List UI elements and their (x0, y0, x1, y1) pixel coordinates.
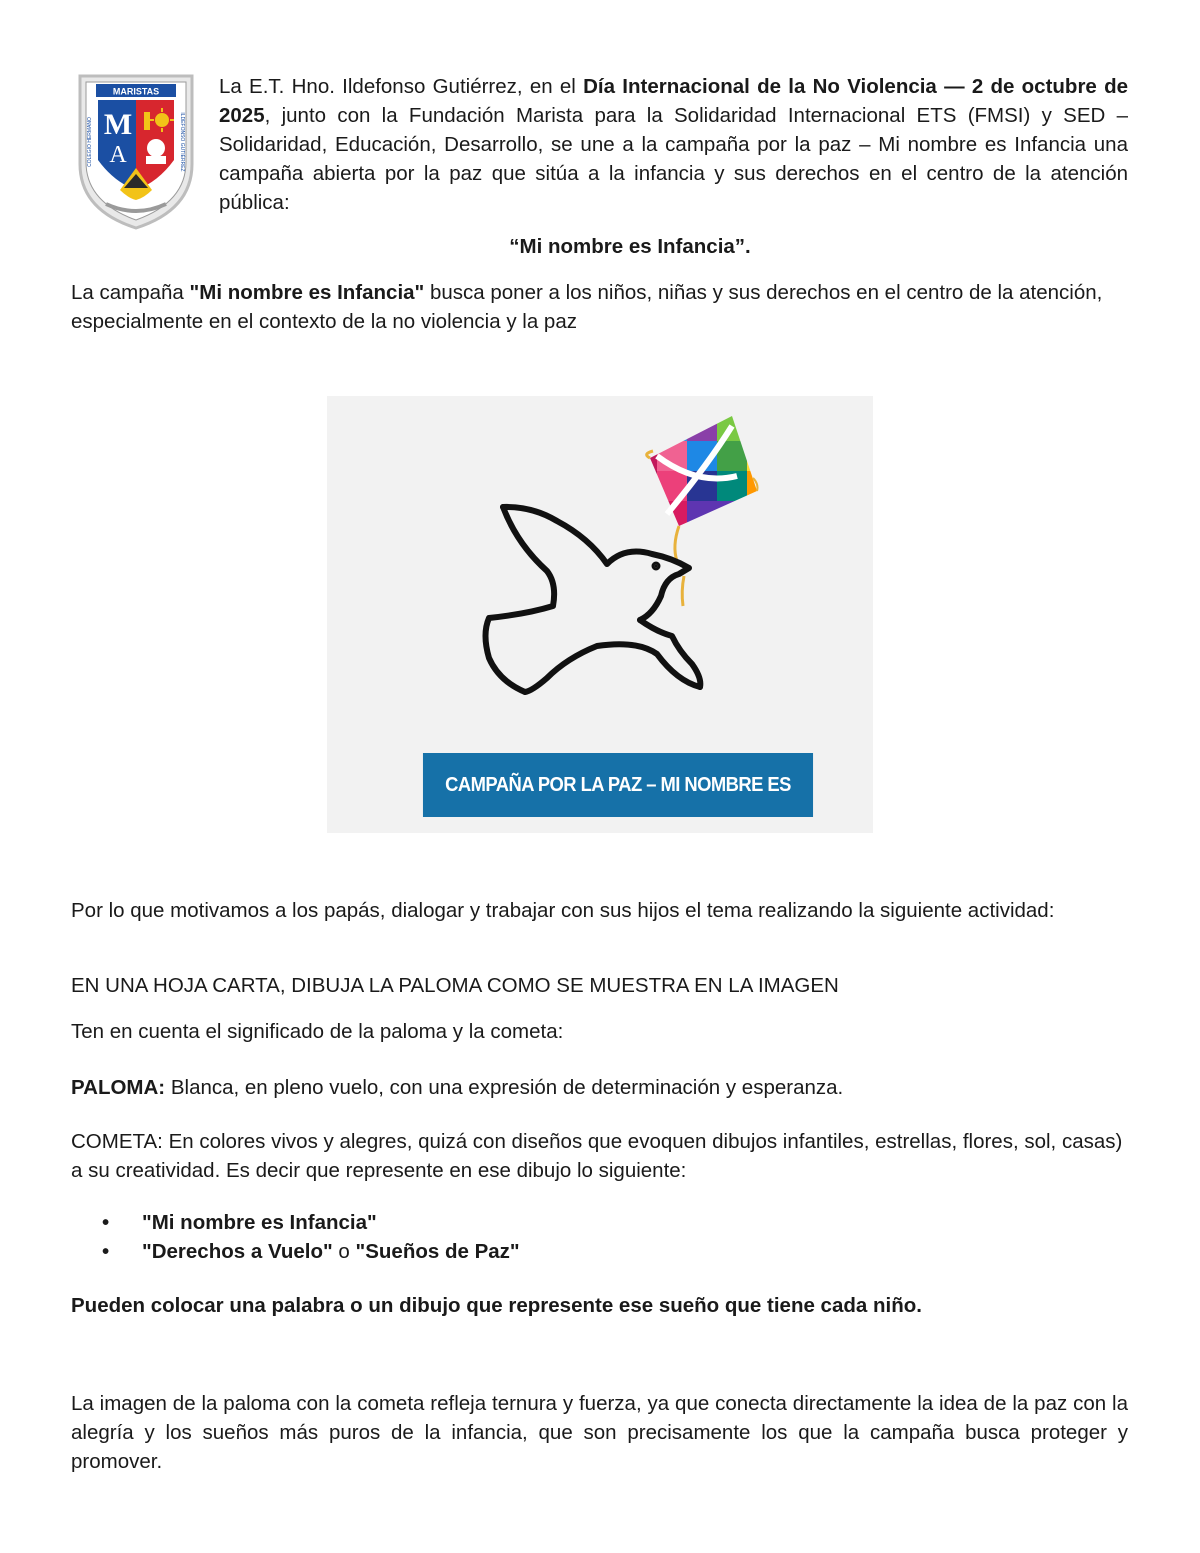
intro-text-2: , junto con la Fundación Marista para la Solidaridad Internacional ETS (FMSI) y SED – Solidaridad, Educación, Desarrollo, se une a la campaña por la paz – Mi nombre es Infancia una campaña abierta por la paz que sitúa a la infancia y sus derechos en el centro de la atención pública: (219, 104, 1128, 214)
list-item (100, 1208, 1100, 1237)
bullet-icon: • (102, 1240, 110, 1263)
intro-paragraph (219, 72, 1128, 217)
p1-text-1: La campaña (71, 281, 190, 304)
crest-top-text: MARISTAS (112, 86, 160, 97)
campaign-description (71, 278, 1128, 336)
list-item (100, 1237, 1100, 1266)
svg-text:A: A (109, 142, 127, 168)
campaign-banner: CAMPAÑA POR LA PAZ – MI NOMBRE ES INFANCIA (423, 753, 813, 817)
bullet-2-text-b: "Sueños de Paz" (355, 1240, 520, 1263)
bullet-list (100, 1208, 1100, 1266)
activity-instruction: EN UNA HOJA CARTA, DIBUJA LA PALOMA COMO SE MUESTRA EN LA IMAGEN (71, 974, 839, 997)
activity-intro: Por lo que motivamos a los papás, dialogar y trabajar con sus hijos el tema realizando la siguiente actividad: (71, 899, 1055, 922)
crest-right-text: ILDEFONSO GUTIÉRREZ (179, 112, 185, 172)
dove-icon (486, 507, 701, 692)
closing-paragraph: La imagen de la paloma con la cometa refleja ternura y fuerza, ya que conecta directamente la idea de la paz con la alegría y los sueños más puros de la infancia, que son precisamente los que la campaña busca proteger y promover. (71, 1392, 1128, 1473)
bullet-icon: • (102, 1211, 110, 1234)
closing-instruction: Pueden colocar una palabra o un dibujo que represente ese sueño que tiene cada niño. (71, 1294, 922, 1317)
intro-event-bold: Día Internacional de la No Violencia — 2 de octubre de 2025 (219, 75, 1128, 127)
p1-campaign-name: "Mi nombre es Infancia" (189, 281, 425, 304)
campaign-poster-image (327, 396, 873, 860)
kite-icon (627, 411, 767, 531)
meaning-heading: Ten en cuenta el significado de la paloma y la cometa: (71, 1020, 564, 1043)
bullet-2-or: o (332, 1240, 356, 1263)
intro-text-1: La E.T. Hno. Ildefonso Gutiérrez, en el (219, 75, 584, 98)
campaign-title: “Mi nombre es Infancia”. (509, 235, 751, 258)
paloma-label: PALOMA: (71, 1076, 166, 1099)
crest-left-text: COLEGIO HERMANO (87, 117, 93, 167)
svg-text:M: M (103, 108, 133, 141)
paloma-description (71, 1073, 1128, 1102)
kite-string (675, 526, 679, 561)
paloma-text: Blanca, en pleno vuelo, con una expresión de determinación y esperanza. (165, 1076, 844, 1099)
p1-text-2: busca poner a los niños, niñas y sus derechos en el centro de la atención, especialmente en el contexto de la no violencia y la paz (71, 281, 1103, 333)
school-crest-logo (76, 72, 196, 232)
cometa-description: COMETA: En colores vivos y alegres, quizá con diseños que evoquen dibujos infantiles, estrellas, flores, sol, casas) a su creatividad. Es decir que represente en ese dibujo lo siguiente: (71, 1130, 1123, 1182)
bullet-2-text-a: "Derechos a Vuelo" (142, 1240, 333, 1263)
bullet-1-text: "Mi nombre es Infancia" (142, 1211, 377, 1234)
